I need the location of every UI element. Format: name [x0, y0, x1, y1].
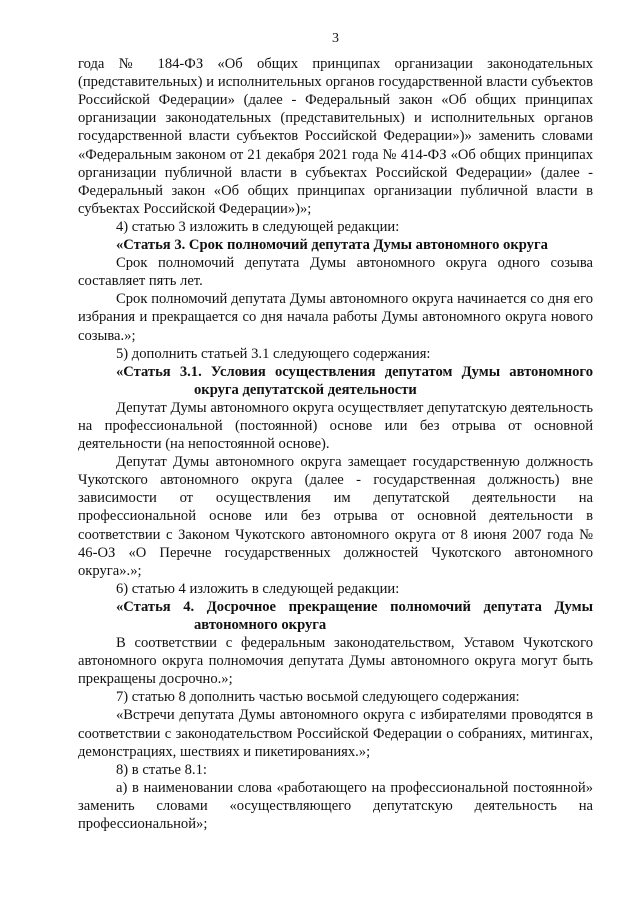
paragraph: 7) статью 8 дополнить частью восьмой следующего содержания: — [116, 689, 520, 706]
article-heading: «Статья 4. Досрочное прекращение полномочий депутата Думы автономного округа — [116, 598, 593, 633]
paragraph: а) в наименовании слова «работающего на профессиональной постоянной» заменить словами «осуществляющего депутатскую деятельность на профессиональной»; — [78, 779, 593, 833]
paragraph: 4) статью 3 изложить в следующей редакции: — [116, 218, 400, 235]
article-heading: «Статья 3. Срок полномочий депутата Думы автономного округа — [116, 237, 548, 254]
article-heading: «Статья 3.1. Условия осуществления депутатом Думы автономного округа депутатской деятельности — [116, 363, 593, 398]
paragraph: Депутат Думы автономного округа осуществляет депутатскую деятельность на профессиональной (постоянной) основе или без отрыва от основной деятельности (на непостоянной основе). — [78, 399, 593, 453]
paragraph: В соответствии с федеральным законодательством, Уставом Чукотского автономного округа полномочия депутата Думы автономного округа могут быть прекращены досрочно.»; — [78, 635, 593, 688]
document-page — [78, 30, 593, 833]
paragraph: года № 184-ФЗ «Об общих принципах организации законодательных (представительных) и исполнительных органов государственной власти субъектов Российской Федерации» (далее - Федеральный закон «Об общих принципах организации законодательных (представительных) и исполнительных органов государственной власти субъектов Российской Федерации»)» заменить словами «Федеральным законом от 21 декабря 2021 года № 414-ФЗ «Об общих принципах организации публичной власти в субъектах Российской Федерации» (далее - Федеральный закон «Об общих принципах организации публичной власти в субъектах Российской Федерации»)»; — [78, 56, 593, 217]
paragraph: 5) дополнить статьей 3.1 следующего содержания: — [116, 345, 431, 362]
paragraph: «Встречи депутата Думы автономного округа с избирателями проводятся в соответствии с законодательством Российской Федерации о собраниях, митингах, демонстрациях, шествиях и пикетированиях.»; — [78, 707, 593, 760]
paragraph: 8) в статье 8.1: — [116, 761, 207, 778]
paragraph: Срок полномочий депутата Думы автономного округа начинается со дня его избрания и прекращается со дня начала работы Думы автономного округа нового созыва.»; — [78, 291, 593, 344]
paragraph: Срок полномочий депутата Думы автономного округа одного созыва составляет пять лет. — [78, 255, 593, 290]
paragraph: 6) статью 4 изложить в следующей редакции: — [116, 580, 400, 597]
document-body — [78, 55, 593, 833]
paragraph: Депутат Думы автономного округа замещает государственную должность Чукотского автономного округа (далее - государственная должность) вне зависимости от осуществления им депутатской деятельности на профессиональной основе или без отрыва от основной деятельности в соответствии с Законом Чукотского автономного округа от 8 июня 2007 года № 46-ОЗ «О Перечне государственных должностей Чукотского автономного округа».»; — [78, 454, 593, 579]
page-number: 3 — [332, 31, 339, 46]
